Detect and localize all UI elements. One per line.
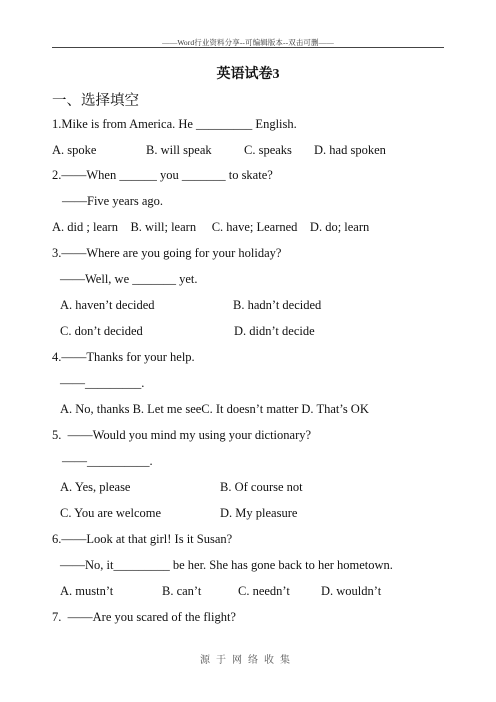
question-3-option-b: B. hadn’t decided bbox=[233, 298, 322, 312]
question-4-stem: 4.——Thanks for your help. bbox=[52, 350, 195, 364]
question-5-stem: 5. ——Would you mind my using your dictionary? bbox=[52, 428, 312, 442]
exam-title: 英语试卷3 bbox=[216, 67, 280, 82]
question-6-stem: 6.——Look at that girl! Is it Susan? bbox=[52, 532, 233, 546]
question-5-option-b: B. Of course not bbox=[220, 480, 303, 494]
question-1-option-a: A. spoke bbox=[52, 143, 97, 157]
question-3-stem: 3.——Where are you going for your holiday? bbox=[52, 246, 282, 260]
question-5-option-a: A. Yes, please bbox=[60, 480, 131, 494]
question-6-reply: ——No, it_________ be her. She has gone back to her hometown. bbox=[60, 558, 393, 572]
question-6-option-b: B. can’t bbox=[162, 584, 202, 598]
question-2-options: A. did ; learn B. will; learn C. have; Learned D. do; learn bbox=[52, 220, 370, 234]
question-5-option-d: D. My pleasure bbox=[220, 506, 298, 520]
question-4-options: A. No, thanks B. Let me seeC. It doesn’t matter D. That’s OK bbox=[60, 402, 369, 416]
question-3-option-c: C. don’t decided bbox=[60, 324, 143, 338]
question-5-option-c: C. You are welcome bbox=[60, 506, 162, 520]
question-5-reply: ——__________. bbox=[62, 454, 153, 468]
section-heading: 一、选择填空 bbox=[52, 93, 139, 109]
question-4-reply: ——_________. bbox=[60, 376, 145, 390]
question-3-option-a: A. haven’t decided bbox=[60, 298, 155, 312]
question-6-option-a: A. mustn’t bbox=[60, 584, 114, 598]
page-footer: 源于网络收集 bbox=[200, 655, 296, 666]
question-2-reply: ——Five years ago. bbox=[62, 194, 164, 208]
question-1-option-d: D. had spoken bbox=[314, 143, 386, 157]
question-7-stem: 7. ——Are you scared of the flight? bbox=[52, 610, 236, 624]
question-6-option-c: C. needn’t bbox=[238, 584, 290, 598]
question-3-option-d: D. didn’t decide bbox=[234, 324, 315, 338]
question-1-option-b: B. will speak bbox=[146, 143, 212, 157]
question-3-reply: ——Well, we _______ yet. bbox=[60, 272, 198, 286]
question-1-option-c: C. speaks bbox=[244, 143, 292, 157]
question-1-stem: 1.Mike is from America. He _________ English. bbox=[52, 117, 297, 131]
question-6-option-d: D. wouldn’t bbox=[321, 584, 382, 598]
question-2-stem: 2.——When ______ you _______ to skate? bbox=[52, 168, 273, 182]
header-rule bbox=[52, 47, 444, 48]
page-header: ——Word行业资料分享--可编辑版本--双击可删—— bbox=[162, 38, 334, 47]
